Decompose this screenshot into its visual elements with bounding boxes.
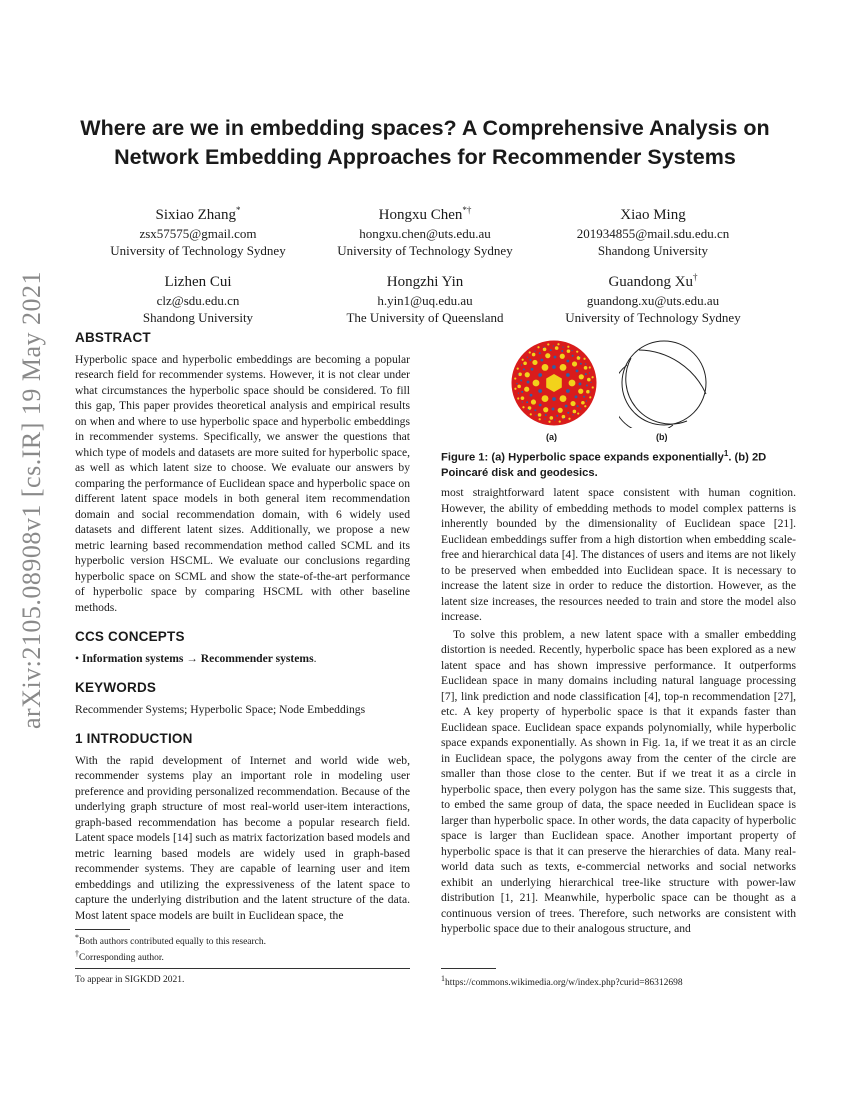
tiling-blue-tile: [554, 356, 557, 359]
intro-paragraph-3: To solve this problem, a new latent space with a smaller embedding distortion is needed. Recently, hyperbolic space has been explored as a new latent space and has shown impressive performance. It outperforms Euclidean space in many domains including natural language processing [7], link prediction and node classification [4], top-n recommendation [27], etc. A key property of hyperbolic space is that it expands faster than Euclidean space. Euclidean space expands polynomially, while hyperbolic space expands exponentially. As shown in Fig. 1a, if we treat it as an circle in Euclidean space, the polygons away from the center of the circle are smaller than those close to the center. But if we treat it as a circle in hyperbolic space, then every polygon has the same size. This suggests that, to embed the same group of data, the space needed in Euclidean space is larger than hyperbolic space. In other words, the data capacity of hyperbolic space is larger than Euclidean space. Another important property of hyperbolic space is that it can preserve the hierarchies of data. Many real-world data such as texts, e-commercial networks and social networks exhibit an underlying hierarchical tree-like structure with power-law distribution [1, 21]. Meanwhile, hyperbolic space can be thought as a continuous version of trees. Therefore, such networks are consistent with hyperbolic space due to their analogous structure, and: [441, 627, 796, 935]
ccs-end: .: [313, 651, 317, 665]
footnote-equal: Both authors contributed equally to this research.: [78, 937, 267, 948]
abstract-text: Hyperbolic space and hyperbolic embeddings are becoming a popular research field for recommender systems. However, it is not clear under what circumstances the hyperbolic space should be considered. To fill this gap, This paper provides theoretical analysis and empirical results on when and where to use hyperbolic space and hyperbolic embeddings in recommender systems. Specifically, we answer the questions that which type of models and datasets are more suited for hyperbolic space, as well as which latent size to choose. We evaluate our answers by comparing the performance of Euclidean space and hyperbolic space on different latent space models in both general item recommendation domain and social recommendation domain, with 6 widely used datasets and different latent sizes. Additionally, we propose a new metric learning based recommendation method called SCML and its hyperbolic version HSCML. We evaluate our conclusions regarding hyperbolic space on SCML and show the state-of-the-art performance of hyperbolic space by comparing HSCML with other baseline methods.: [75, 352, 410, 614]
tiling-blue-tile: [535, 415, 536, 416]
tiling-blue-tile: [522, 401, 523, 402]
tiling-yellow-tile: [537, 346, 539, 348]
tiling-yellow-tile: [523, 361, 527, 365]
tiling-yellow-tile: [562, 415, 566, 419]
tiling-yellow-tile: [555, 346, 559, 350]
arxiv-sidebar-stamp: [10, 270, 54, 730]
tiling-yellow-tile: [530, 413, 532, 415]
tiling-blue-tile: [576, 369, 579, 372]
tiling-blue-tile: [518, 373, 519, 374]
right-footnote-rule: [441, 968, 496, 969]
tiling-yellow-tile: [591, 376, 593, 378]
author-3: [538, 200, 768, 259]
author-4: [83, 267, 313, 326]
tiling-yellow-tile: [547, 343, 549, 345]
tiling-yellow-tile: [531, 399, 536, 404]
tiling-blue-tile: [579, 356, 580, 357]
hyperbolic-tiling-figure: [509, 338, 599, 428]
arxiv-id: arXiv:2105.08908v1 [cs.IR] 19 May 2021: [17, 270, 46, 730]
tiling-blue-tile: [527, 357, 528, 358]
tiling-yellow-tile: [567, 346, 569, 348]
tiling-blue-tile: [567, 412, 569, 414]
intro-heading: 1 INTRODUCTION: [75, 731, 193, 746]
tiling-yellow-tile: [570, 401, 575, 406]
tiling-yellow-tile: [586, 390, 590, 394]
tiling-blue-tile: [518, 393, 519, 394]
tiling-yellow-tile: [545, 353, 550, 358]
geodesic-1: [619, 365, 673, 428]
author-email: clz@sdu.edu.cn: [156, 293, 240, 308]
tiling-blue-tile: [523, 368, 525, 370]
tiling-yellow-tile: [560, 395, 567, 402]
tiling-blue-tile: [589, 391, 590, 392]
intro-paragraph-2: most straightforward latent space consistent with human cognition. However, the ability of embedding methods to model complex patterns is inherently bounded by the dimensionality of Euclidean space [21]. Euclidean embeddings suffer from a high distortion when embedding scale-free and hierarchical data [4]. The distances of users and items are not likely to be preserved when embedded into Euclidean space. It is necessary to increase the latent size in order to reduce the distortion. However, as the latent size increases, the resources needed to train and store the model also increase.: [441, 486, 796, 623]
author-affiliation: University of Technology Sydney: [565, 310, 741, 325]
tiling-blue-tile: [520, 379, 522, 381]
tiling-yellow-tile: [583, 358, 585, 360]
tiling-yellow-tile: [538, 413, 542, 417]
tiling-blue-tile: [552, 408, 555, 411]
tiling-blue-tile: [561, 350, 563, 352]
tiling-yellow-tile: [532, 360, 537, 365]
tiling-blue-tile: [526, 401, 528, 403]
tiling-yellow-tile: [517, 385, 521, 389]
tiling-blue-tile: [566, 373, 570, 377]
tiling-yellow-tile: [522, 359, 524, 361]
tiling-yellow-tile: [543, 407, 548, 412]
author-name: Lizhen Cui: [164, 274, 232, 290]
tiling-blue-tile: [564, 418, 565, 419]
tiling-yellow-tile: [543, 347, 547, 351]
tiling-yellow-tile: [542, 395, 549, 402]
tiling-blue-tile: [553, 345, 554, 346]
tiling-yellow-tile: [522, 406, 524, 408]
tiling-blue-tile: [521, 364, 522, 365]
ccs-heading: CCS CONCEPTS: [75, 629, 185, 644]
author-email: h.yin1@uq.edu.au: [377, 293, 473, 308]
tiling-yellow-tile: [572, 361, 577, 366]
intro-paragraph-1: With the rapid development of Internet and world wide web, recommender systems play an important role in modeling user preference and providing personalized recommendation. Because of the underlying graph structure of most real-world user-item interactions, graph-based recommendation has become a popular research field. Latent space models [14] such as matrix factorization based models and metric learning based models are widely used in graph-based recommender systems. They are capable of learning user and item embeddings and utilizing the expressiveness of the latent space to capture the underlying distribution and the latent structure of the data. Most latent space models are built in Euclidean space, the: [75, 753, 410, 922]
figure-label-a: (a): [546, 432, 557, 442]
tiling-blue-tile: [566, 389, 570, 393]
tiling-blue-tile: [575, 395, 578, 398]
tiling-yellow-tile: [559, 420, 561, 422]
tiling-blue-tile: [562, 347, 563, 348]
author-mark: †: [693, 272, 698, 282]
tiling-yellow-tile: [584, 366, 588, 370]
tiling-yellow-tile: [576, 351, 578, 353]
ccs-concepts: [75, 651, 410, 667]
tiling-yellow-tile: [517, 368, 519, 370]
tiling-blue-tile: [577, 405, 579, 407]
tiling-blue-tile: [585, 373, 587, 375]
tiling-blue-tile: [528, 409, 529, 410]
tiling-yellow-tile: [558, 408, 563, 413]
keywords-text: Recommender Systems; Hyperbolic Space; Node Embeddings: [75, 702, 366, 716]
tiling-blue-tile: [516, 383, 517, 384]
tiling-yellow-tile: [579, 374, 584, 379]
abstract-heading: ABSTRACT: [75, 330, 151, 345]
figure-1: [495, 338, 795, 448]
right-footnote: [441, 973, 796, 989]
tiling-blue-tile: [552, 365, 556, 369]
tiling-blue-tile: [580, 363, 582, 365]
tiling-blue-tile: [590, 382, 591, 383]
author-affiliation: University of Technology Sydney: [110, 243, 286, 258]
venue-rule: [75, 968, 410, 969]
tiling-blue-tile: [586, 385, 588, 387]
tiling-blue-tile: [579, 383, 582, 386]
figure-caption: [441, 446, 796, 481]
tiling-blue-tile: [580, 408, 581, 409]
tiling-yellow-tile: [548, 421, 550, 423]
tiling-yellow-tile: [578, 389, 583, 394]
venue-note: To appear in SIGKDD 2021.: [75, 975, 185, 985]
tiling-blue-tile: [571, 350, 572, 351]
left-column: [75, 330, 410, 923]
tiling-yellow-tile: [560, 364, 567, 371]
tiling-yellow-tile: [521, 396, 525, 400]
tiling-yellow-tile: [569, 380, 576, 387]
footnote-corresponding: Corresponding author.: [78, 953, 164, 964]
tiling-yellow-tile: [589, 366, 591, 368]
footnote-mark: 1: [441, 974, 445, 983]
tiling-yellow-tile: [584, 405, 586, 407]
tiling-blue-tile: [529, 359, 531, 361]
tiling-blue-tile: [552, 397, 556, 401]
tiling-yellow-tile: [539, 418, 541, 420]
figure-label-b: (b): [656, 432, 668, 442]
tiling-yellow-tile: [567, 349, 571, 353]
author-mark: *: [235, 205, 241, 215]
author-affiliation: The University of Queensland: [346, 310, 504, 325]
tiling-blue-tile: [530, 394, 533, 397]
author-affiliation: Shandong University: [142, 310, 254, 325]
author-name: Xiao Ming: [620, 207, 686, 223]
tiling-yellow-tile: [587, 378, 591, 382]
tiling-yellow-tile: [542, 364, 549, 371]
geodesic-2: [626, 358, 687, 424]
tiling-blue-tile: [585, 363, 586, 364]
author-affiliation: University of Technology Sydney: [337, 243, 513, 258]
author-6: [538, 267, 768, 326]
author-name: Hongzhi Yin: [386, 274, 464, 290]
tiling-blue-tile: [554, 419, 555, 420]
tiling-yellow-tile: [524, 387, 529, 392]
tiling-blue-tile: [534, 351, 535, 352]
paper-title: Where are we in embedding spaces? A Comprehensive Analysis on Network Embedding Approaches for Recommender Systems: [80, 116, 770, 169]
tiling-yellow-tile: [560, 354, 565, 359]
tiling-blue-tile: [539, 404, 542, 407]
author-email: zsx57575@gmail.com: [139, 226, 257, 241]
geodesic-3: [639, 350, 706, 394]
tiling-blue-tile: [527, 381, 530, 384]
tiling-blue-tile: [566, 360, 569, 363]
author-email: guandong.xu@uts.edu.au: [586, 293, 720, 308]
tiling-yellow-tile: [525, 372, 530, 377]
tiling-yellow-tile: [532, 353, 536, 357]
tiling-yellow-tile: [517, 397, 519, 399]
tiling-blue-tile: [543, 347, 544, 348]
disk-boundary: [622, 341, 706, 425]
tiling-yellow-tile: [568, 418, 570, 420]
tiling-blue-tile: [556, 415, 558, 417]
keywords-heading: KEYWORDS: [75, 680, 157, 695]
footnote-rule: [75, 929, 130, 930]
tiling-blue-tile: [550, 349, 552, 351]
tiling-blue-tile: [544, 418, 545, 419]
figure-caption-footnote-mark: 1: [723, 449, 729, 458]
author-affiliation: Shandong University: [597, 243, 709, 258]
left-footnotes: [75, 932, 410, 964]
author-email: 201934855@mail.sdu.edu.cn: [576, 226, 730, 241]
tiling-yellow-tile: [573, 410, 577, 414]
tiling-yellow-tile: [589, 396, 591, 398]
figure-caption-rest: . (b) 2D Poincaré disk and geodesics.: [441, 451, 767, 479]
author-name: Hongxu Chen: [378, 207, 463, 223]
figure-caption-text: Figure 1: (a) Hyperbolic space expands exponentially: [441, 451, 724, 464]
tiling-blue-tile: [538, 373, 542, 377]
author-name: Guandong Xu: [608, 274, 694, 290]
author-mark: *†: [462, 205, 472, 215]
tiling-blue-tile: [534, 409, 536, 411]
tiling-yellow-tile: [577, 412, 579, 414]
tiling-yellow-tile: [529, 351, 531, 353]
tiling-blue-tile: [583, 396, 585, 398]
ccs-item: Information systems → Recommender systems: [81, 651, 314, 665]
tiling-yellow-tile: [533, 380, 540, 387]
tiling-blue-tile: [538, 389, 542, 393]
tiling-blue-tile: [540, 359, 543, 362]
right-column: [441, 485, 796, 937]
ccs-bullet: •: [75, 651, 80, 665]
author-2: [310, 200, 540, 259]
tiling-yellow-tile: [514, 377, 516, 379]
footnote-url: https://commons.wikimedia.org/w/index.php?curid=86312698: [444, 978, 683, 989]
tiling-yellow-tile: [557, 343, 559, 345]
tiling-blue-tile: [586, 400, 587, 401]
author-email: hongxu.chen@uts.edu.au: [359, 226, 491, 241]
tiling-yellow-tile: [550, 416, 554, 420]
tiling-blue-tile: [545, 414, 547, 416]
author-1: [83, 200, 313, 259]
tiling-blue-tile: [572, 414, 573, 415]
tiling-blue-tile: [589, 372, 590, 373]
poincare-disk-figure: [619, 338, 709, 428]
footnote-mark: *: [75, 933, 79, 942]
tiling-blue-tile: [572, 355, 574, 357]
tiling-yellow-tile: [581, 401, 585, 405]
tiling-yellow-tile: [592, 386, 594, 388]
tiling-blue-tile: [531, 368, 534, 371]
author-name: Sixiao Zhang: [155, 207, 236, 223]
tiling-blue-tile: [565, 405, 568, 408]
tiling-yellow-tile: [518, 373, 522, 377]
tiling-blue-tile: [539, 352, 541, 354]
tiling-blue-tile: [521, 391, 523, 393]
tiling-yellow-tile: [514, 388, 516, 390]
footnote-mark: †: [75, 949, 79, 959]
author-5: [310, 267, 540, 326]
